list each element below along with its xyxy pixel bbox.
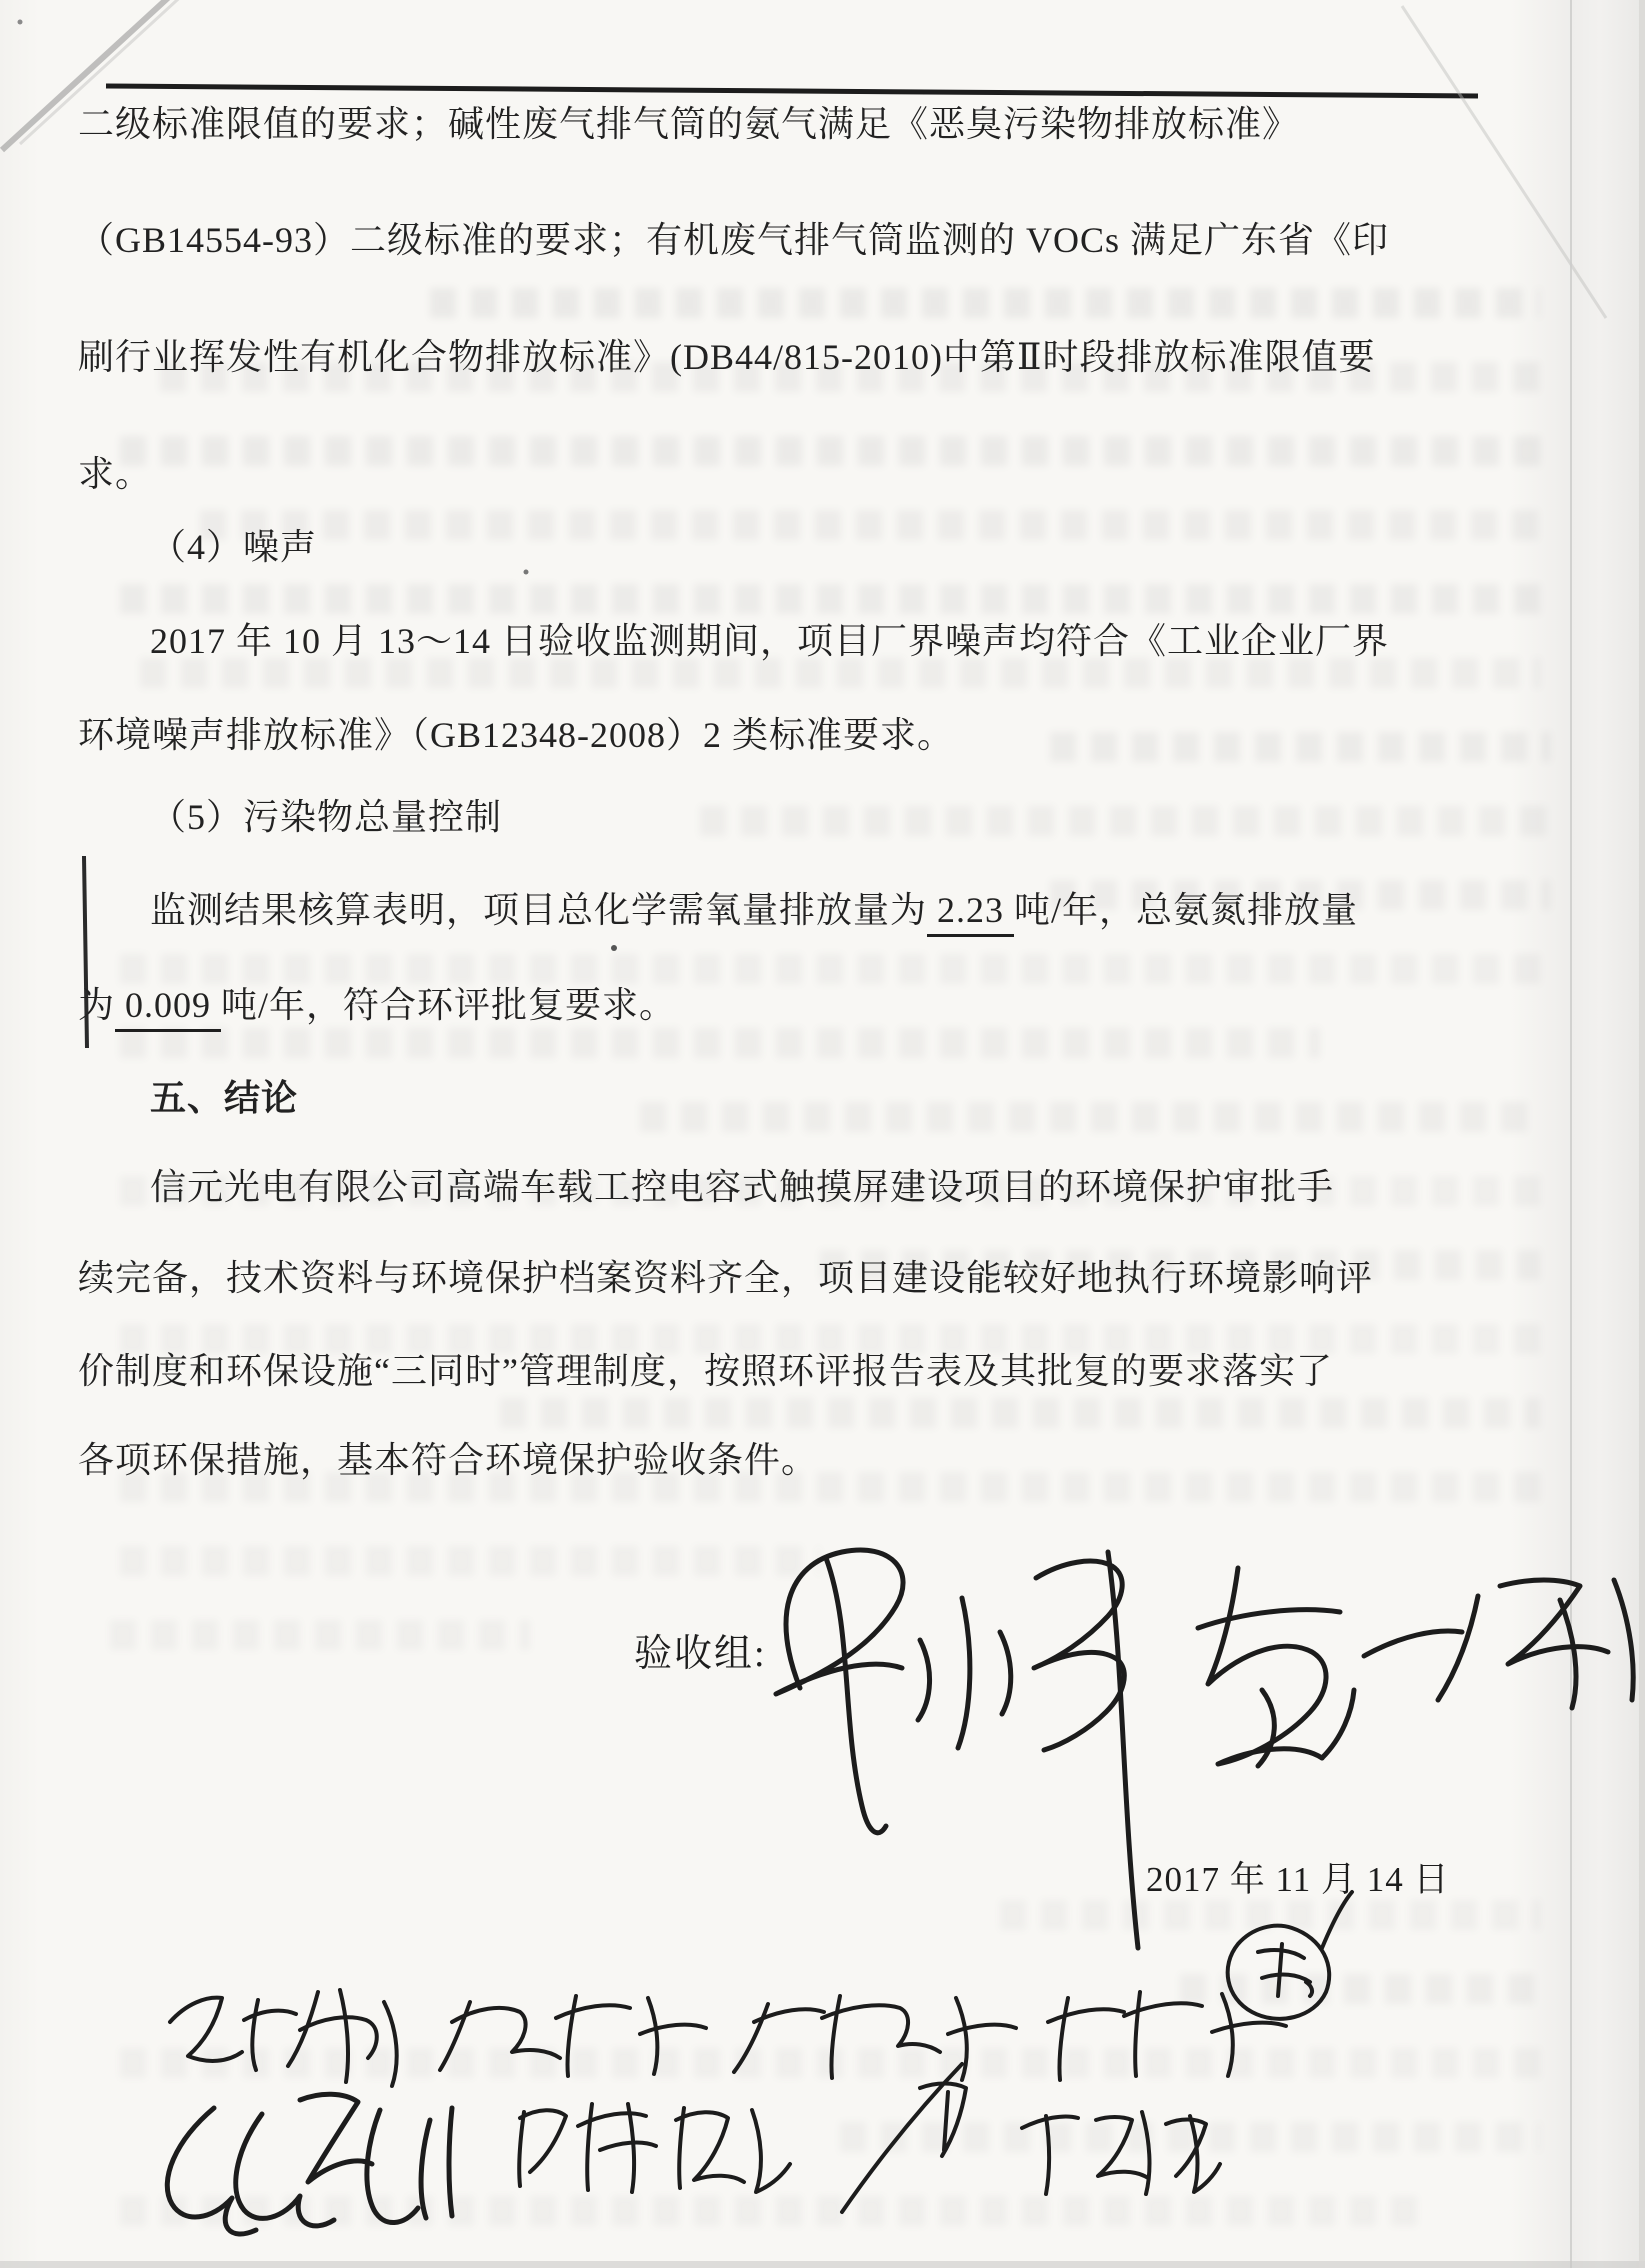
text-segment: （5）污染物总量控制	[150, 797, 503, 837]
text-segment: 续完备，技术资料与环境保护档案资料齐全，项目建设能较好地执行环境影响评	[78, 1258, 1374, 1298]
scan-right-edge	[1639, 0, 1645, 2268]
scan-bottom-edge	[0, 2261, 1645, 2268]
underlined-value: 0.009	[115, 985, 221, 1032]
handwritten-signature-row3-2	[519, 2104, 790, 2192]
text-segment: 吨/年，符合环评批复要求。	[221, 985, 677, 1025]
text-segment: 监测结果核算表明，项目总化学需氧量排放量为	[150, 890, 928, 930]
text-segment: 2017 年 10 月 13～14 日验收监测期间，项目厂界噪声均符合《工业企业厂界	[150, 621, 1390, 661]
handwritten-signature-row2-3	[734, 1996, 1016, 2080]
text-segment: 刷行业挥发性有机化合物排放标准》(DB44/815-2010)中第Ⅱ时段排放标准限值要	[78, 337, 1376, 377]
handwritten-signature-row2-4	[1048, 1982, 1312, 2080]
handwritten-signature-large-3	[1364, 1580, 1633, 1708]
text-segment: 五、结论	[150, 1078, 299, 1118]
text-segment: （GB14554-93）二级标准的要求；有机废气排气筒监测的 VOCs 满足广东省《印	[78, 220, 1390, 260]
text-segment: 价制度和环保设施“三同时”管理制度，按照环评报告表及其批复的要求落实了	[78, 1351, 1333, 1391]
handwritten-signature-row2-1	[170, 1990, 397, 2086]
text-segment: 信元光电有限公司高端车载工控电容式触摸屏建设项目的环境保护审批手	[150, 1167, 1335, 1207]
text-segment: 环境噪声排放标准》（GB12348-2008）2 类标准要求。	[78, 715, 954, 755]
handwritten-signature-row3-4	[1022, 2112, 1220, 2194]
text-segment: 为	[78, 985, 116, 1025]
handwritten-signature-row3-3	[842, 2064, 966, 2212]
acceptance-group-label: 验收组:	[634, 1633, 767, 1675]
handwritten-signature-row2-2	[440, 1996, 706, 2076]
text-segment: 求。	[78, 454, 153, 494]
text-segment: 各项环保措施，基本符合环境保护验收条件。	[78, 1440, 819, 1480]
signature-date: 2017 年 11 月 14 日	[1146, 1860, 1450, 1899]
text-segment: （4）噪声	[150, 527, 318, 567]
text-segment: 吨/年，总氨氮排放量	[1014, 890, 1359, 930]
text-segment: 二级标准限值的要求；碱性废气排气筒的氨气满足《恶臭污染物排放标准》	[78, 104, 1300, 144]
underlined-value: 2.23	[927, 890, 1014, 937]
handwritten-signature-scrawl	[167, 2094, 452, 2234]
handwritten-signature-large-1	[776, 1550, 1138, 1948]
handwritten-signature-large-2	[1198, 1568, 1354, 1766]
circled-handwritten-mark	[1228, 1892, 1352, 2019]
